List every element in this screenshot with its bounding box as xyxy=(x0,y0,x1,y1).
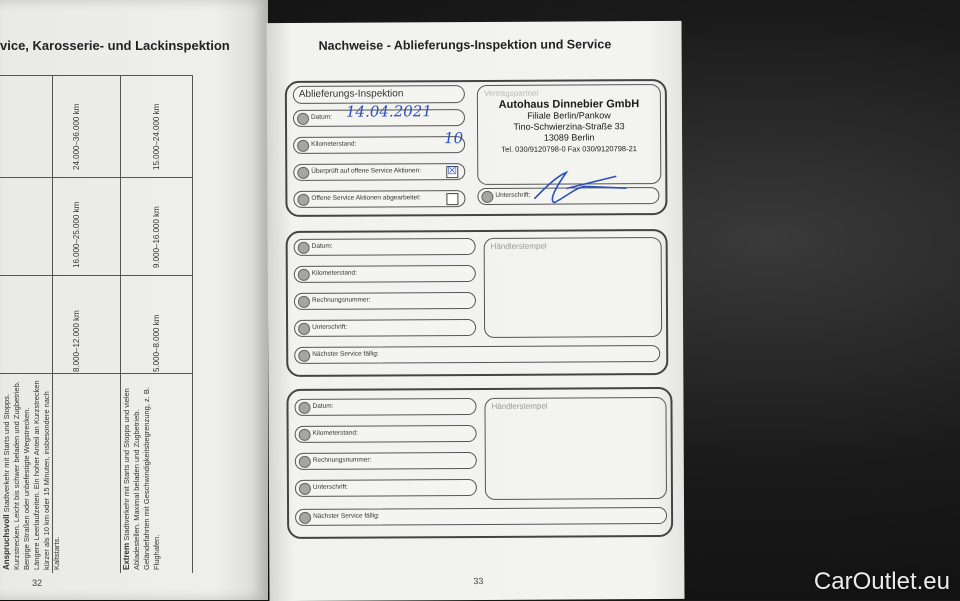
next-service-field[interactable] xyxy=(294,345,660,364)
next-service-label: Nächster Service fällig: xyxy=(312,350,379,358)
dealer-label: Vertragspartner xyxy=(483,88,540,98)
km-cell: 9.000–16.000 km xyxy=(152,206,161,268)
invoice-number-field[interactable] xyxy=(294,292,476,310)
table-divider xyxy=(120,75,121,573)
mileage-label: Kilometerstand: xyxy=(312,429,358,437)
bullet-icon xyxy=(298,242,310,254)
checkmark-icon: ☒ xyxy=(447,165,458,178)
signature-label: Unterschrift: xyxy=(312,483,348,491)
mileage-label: Kilometerstand: xyxy=(311,269,357,277)
bullet-icon xyxy=(298,269,310,281)
dealer-stamp-label: Händlerstempel xyxy=(490,241,547,251)
bullet-icon xyxy=(297,194,309,206)
service-record-section-2 xyxy=(286,387,673,539)
checked-open-actions-field[interactable] xyxy=(293,163,465,181)
bullet-icon xyxy=(298,402,310,414)
bullet-icon xyxy=(299,456,311,468)
extrem-title: Extrem xyxy=(122,542,131,570)
km-cell: 24.000–36.000 km xyxy=(72,103,81,170)
mileage-field[interactable] xyxy=(294,265,476,283)
dealer-stamp-box xyxy=(484,397,667,500)
bullet-icon xyxy=(481,191,493,203)
mileage-value: 10 xyxy=(444,129,464,148)
extrem-text xyxy=(122,380,162,570)
extrem-body: Stadtverkehr mit Starts und Stopps und vielen Abladestellen. Maximal beladen und Zugbetrieb. Geländefahrten mit Geschwindigkeitsbegrenzung, z. B. Flughafen. xyxy=(122,386,161,570)
signature-label: Unterschrift: xyxy=(495,191,531,199)
actions-completed-field[interactable] xyxy=(293,190,465,208)
km-cell: 15.000–24.000 km xyxy=(152,103,161,170)
bullet-icon xyxy=(299,512,311,524)
delivery-inspection-header xyxy=(293,85,465,104)
table-row xyxy=(0,275,192,276)
right-page-title: Nachweise - Ablieferungs-Inspektion und Service xyxy=(318,37,612,53)
left-page xyxy=(0,0,268,600)
page-number-right: 33 xyxy=(473,575,484,587)
date-field[interactable] xyxy=(293,102,465,127)
unchecked-checkbox[interactable] xyxy=(446,193,458,205)
dealer-phone: Tel. 030/9120798-0 Fax 030/9120798-21 xyxy=(501,144,637,154)
km-cell: 16.000–25.000 km xyxy=(72,201,81,268)
date-field[interactable] xyxy=(294,238,476,256)
signature-field[interactable] xyxy=(295,479,477,497)
bullet-icon xyxy=(297,167,309,179)
mileage-field[interactable] xyxy=(293,129,465,154)
bullet-icon xyxy=(298,350,310,362)
dealer-branch: Filiale Berlin/Pankow xyxy=(527,110,611,121)
signature-field[interactable] xyxy=(294,319,476,337)
dealer-stamp xyxy=(480,99,658,155)
checked-checkbox[interactable] xyxy=(446,166,458,178)
mileage-label: Kilometerstand: xyxy=(311,140,357,148)
dealer-city: 13089 Berlin xyxy=(543,132,595,143)
invoice-number-label: Rechnungsnummer: xyxy=(311,296,371,304)
dealer-stamp-label: Händlerstempel xyxy=(491,401,548,411)
next-service-label: Nächster Service fällig: xyxy=(313,512,380,520)
left-page-title: vice, Karosserie- und Lackinspektion xyxy=(0,38,230,53)
anspruchsvoll-title: Anspruchsvoll xyxy=(2,514,11,570)
anspruchsvoll-body: Stadtverkehr mit Starts und Stopps. Kurzstrecken. Leicht bis schwer beladen und Zugbetrieb. Bergige Straßen oder unbefestigte Wegstrecken. Längere Leerlaufzeiten. Ein hoher Anteil an Kurzstrecken kürzer als 10 km oder 15 Minuten, insbesondere nach Kaltstarts. xyxy=(2,380,61,570)
anspruchsvoll-text xyxy=(2,380,62,570)
invoice-number-label: Rechnungsnummer: xyxy=(312,456,372,464)
actions-completed-label: Offene Service Aktionen abgearbeitet: xyxy=(311,194,421,202)
date-label: Datum: xyxy=(310,113,332,121)
km-cell: 8.000–12.000 km xyxy=(72,310,81,372)
table-row xyxy=(0,75,192,76)
km-cell: 5.000–8.000 km xyxy=(152,314,161,372)
next-service-field[interactable] xyxy=(295,507,667,526)
page-number-left: 32 xyxy=(32,578,43,588)
signature-scribble xyxy=(526,166,636,209)
date-label: Datum: xyxy=(311,242,333,250)
dealer-stamp-box xyxy=(484,237,663,338)
dealer-street: Tino-Schwierzina-Straße 33 xyxy=(513,121,625,132)
mileage-field[interactable] xyxy=(295,425,477,443)
bullet-icon xyxy=(299,483,311,495)
service-record-section-1 xyxy=(286,229,669,377)
bullet-icon xyxy=(298,323,310,335)
date-field[interactable] xyxy=(294,398,476,416)
checked-open-actions-label: Überprüft auf offene Service Aktionen: xyxy=(311,167,422,175)
dealer-name: Autohaus Dinnebier GmbH xyxy=(498,98,640,111)
watermark: CarOutlet.eu xyxy=(813,568,950,595)
delivery-inspection-title: Ablieferungs-Inspektion xyxy=(298,88,404,100)
bullet-icon xyxy=(297,140,309,152)
date-value: 14.04.2021 xyxy=(345,102,432,121)
right-page xyxy=(266,21,684,601)
signature-label: Unterschrift: xyxy=(312,323,348,331)
date-label: Datum: xyxy=(312,402,334,410)
table-row xyxy=(0,177,192,178)
bullet-icon xyxy=(299,429,311,441)
bullet-icon xyxy=(297,113,309,125)
signature-field[interactable] xyxy=(477,187,659,205)
table-row xyxy=(0,373,192,374)
invoice-number-field[interactable] xyxy=(295,452,477,470)
delivery-inspection-section xyxy=(285,79,668,217)
bullet-icon xyxy=(298,296,310,308)
